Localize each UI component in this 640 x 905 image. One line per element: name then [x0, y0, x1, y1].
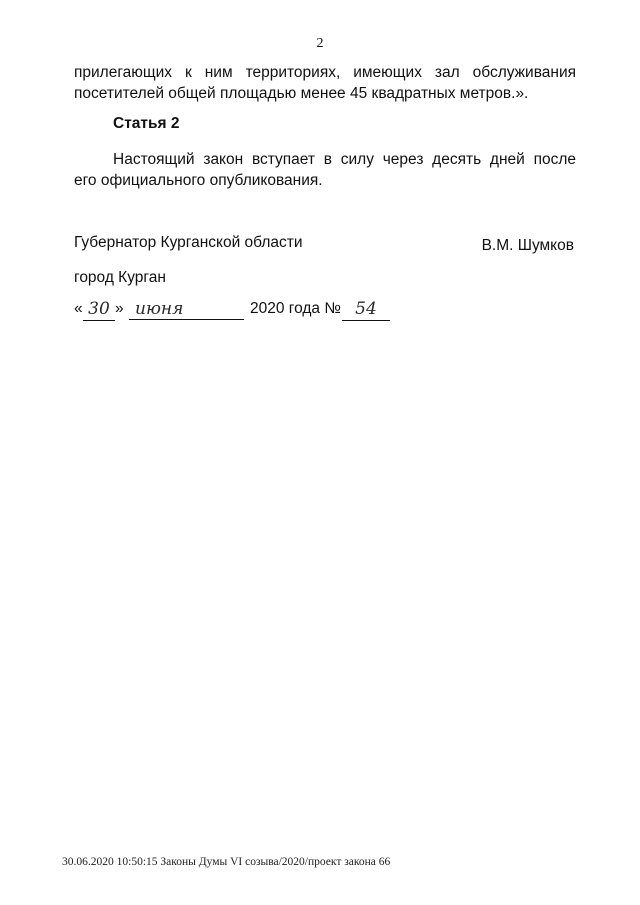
article2-line1: Настоящий закон вступает в силу через десять дней после — [113, 151, 576, 168]
article1-tail-line2: посетителей общей площадью менее 45 квадратных метров.». — [74, 85, 529, 102]
article1-tail-line1: прилегающих к ним территориях, имеющих зал обслуживания — [74, 64, 576, 81]
law-number-handwritten: 54 — [342, 300, 390, 321]
page-number: 2 — [316, 36, 324, 51]
article2-heading: Статья 2 — [113, 115, 180, 132]
city-name: город Курган — [74, 269, 166, 286]
date-quote-close: » — [115, 300, 124, 317]
date-quote-open: « — [74, 300, 83, 317]
date-day-handwritten: 30 — [83, 300, 115, 321]
article2-line2: его официального опубликования. — [74, 172, 323, 189]
signature-title: Губернатор Курганской области — [74, 234, 303, 251]
footer-stamp: 30.06.2020 10:50:15 Законы Думы VI созыва/2020/проект закона 66 — [62, 856, 391, 868]
article2-paragraph — [74, 149, 576, 191]
date-month-handwritten: июня — [129, 300, 244, 320]
article1-tail-paragraph — [74, 62, 576, 104]
signature-name: В.М. Шумков — [481, 237, 574, 254]
date-year-text: 2020 года № — [250, 300, 341, 317]
